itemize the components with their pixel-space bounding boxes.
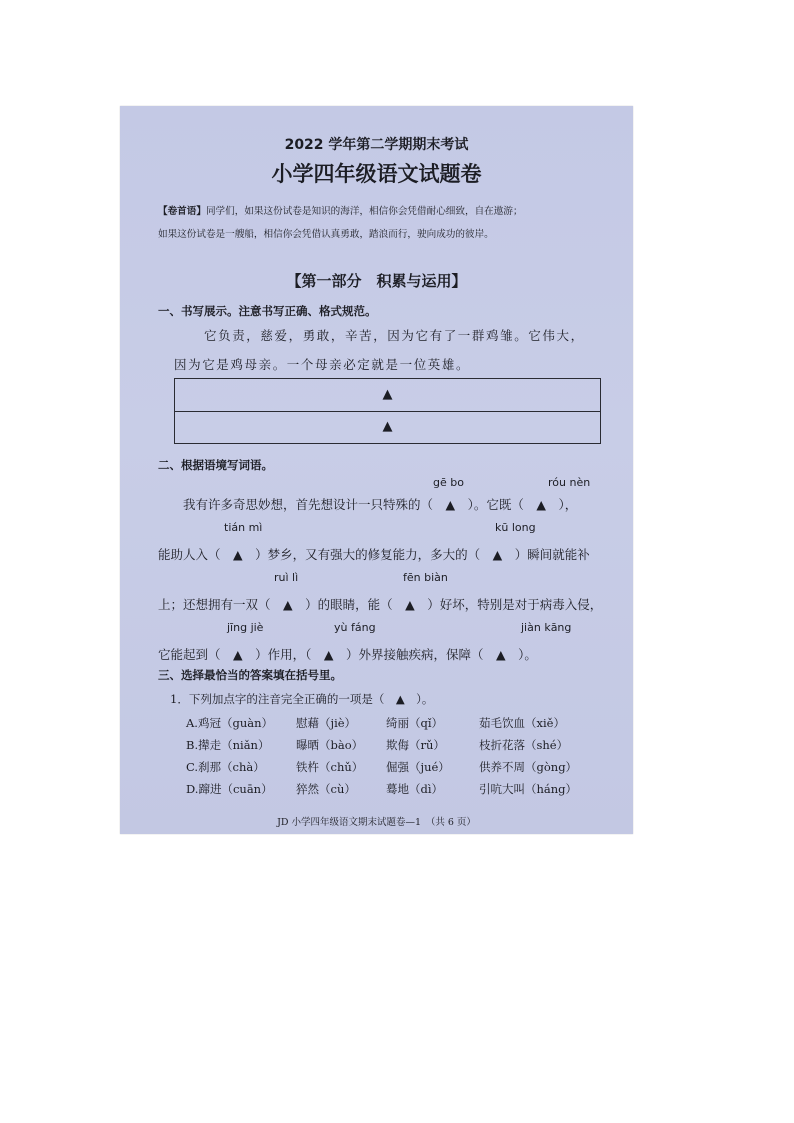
option-d[interactable] [186, 781, 273, 797]
pinyin-kulong: kū long [495, 521, 536, 534]
option-a[interactable] [186, 715, 273, 731]
pinyin-gebo: gē bo [433, 476, 464, 489]
context-line-2: 能助人入（ ▲ ）梦乡，又有强大的修复能力，多大的（ ▲ ）瞬间就能补 [158, 547, 590, 562]
question-1: 1．下列加点字的注音完全正确的一项是（ ▲ ）。 [170, 692, 434, 706]
exam-title: 2022 学年第二学期期末考试 [284, 137, 469, 153]
option-d-word-3: 蓦地（dì） [386, 782, 444, 796]
preface-line-1 [158, 203, 523, 217]
pinyin-jiankang: jiàn kāng [521, 621, 572, 634]
triangle-marker-icon: ▲ [382, 387, 393, 402]
writing-row-1[interactable] [175, 379, 600, 412]
writing-box[interactable] [174, 378, 601, 444]
paper-title: 小学四年级语文试题卷 [271, 161, 482, 186]
option-c-word-2: 铁杵（chǔ） [296, 760, 364, 774]
option-word: 鸡冠 [197, 716, 221, 730]
option-pinyin: （guàn） [220, 716, 273, 730]
option-letter: B. [186, 738, 199, 752]
pinyin-rounen: róu nèn [548, 476, 591, 489]
option-b-word-3: 欺侮（rǔ） [386, 738, 445, 752]
context-line-3: 上；还想拥有一双（ ▲ ）的眼睛，能（ ▲ ）好坏，特别是对于病毒入侵， [158, 597, 603, 612]
part-title: 【第一部分 积累与运用】 [286, 272, 467, 290]
section1-heading: 一、书写展示。注意书写正确、格式规范。 [158, 304, 377, 318]
option-a-word-3: 绮丽（qǐ） [386, 716, 444, 730]
page-footer: JD 小学四年级语文期末试题卷—1 （共 6 页） [277, 817, 476, 828]
option-a-word-2: 慰藉（jiè） [296, 716, 357, 730]
copy-text-line-1: 它负责，慈爱，勇敢，辛苦，因为它有了一群鸡雏。它伟大， [204, 328, 585, 343]
option-a-word-4: 茹毛饮血（xiě） [479, 716, 565, 730]
option-b[interactable] [186, 737, 269, 753]
copy-text-line-2: 因为它是鸡母亲。一个母亲必定就是一位英雄。 [174, 357, 471, 372]
pinyin-fenbian: fēn biàn [403, 571, 448, 584]
preface-label: 【卷首语】 [158, 206, 206, 217]
option-letter: C. [186, 760, 199, 774]
section2-heading: 二、根据语境写词语。 [158, 458, 273, 472]
writing-row-2[interactable] [175, 411, 600, 443]
option-letter: D. [186, 782, 199, 796]
option-d-word-2: 猝然（cù） [296, 782, 356, 796]
pinyin-tianmi: tián mì [224, 521, 263, 534]
option-word: 蹿进 [198, 782, 222, 796]
exam-paper-photo [120, 106, 633, 834]
option-word: 撵走 [198, 738, 222, 752]
preface-text-1: 同学们，如果这份试卷是知识的海洋，相信你会凭借耐心细致，自在遨游； [205, 206, 523, 217]
triangle-marker-icon: ▲ [382, 419, 393, 434]
pinyin-jingjie: jīng jiè [227, 621, 264, 634]
pinyin-yufang: yù fáng [334, 621, 376, 634]
section3-heading: 三、选择最恰当的答案填在括号里。 [158, 668, 342, 682]
option-b-word-4: 枝折花落（shé） [479, 738, 569, 752]
option-letter: A. [186, 716, 198, 730]
option-word: 刹那 [198, 760, 222, 774]
option-pinyin: （chà） [221, 760, 265, 774]
context-line-4: 它能起到（ ▲ ）作用，（ ▲ ）外界接触疾病，保障（ ▲ ）。 [158, 647, 537, 662]
option-pinyin: （niǎn） [221, 738, 270, 752]
pinyin-ruili: ruì lì [274, 571, 299, 584]
option-pinyin: （cuān） [221, 782, 273, 796]
option-b-word-2: 曝晒（bào） [296, 738, 364, 752]
preface-line-2: 如果这份试卷是一艘船，相信你会凭借认真勇敢，踏浪而行，驶向成功的彼岸。 [158, 229, 494, 240]
option-c[interactable] [186, 759, 265, 775]
option-c-word-4: 供养不周（gòng） [479, 760, 578, 774]
context-line-1: 我有许多奇思妙想，首先想设计一只特殊的（ ▲ ）。它既（ ▲ ）， [183, 497, 578, 512]
option-c-word-3: 倔强（jué） [386, 760, 450, 774]
option-d-word-4: 引吭大叫（háng） [479, 782, 578, 796]
